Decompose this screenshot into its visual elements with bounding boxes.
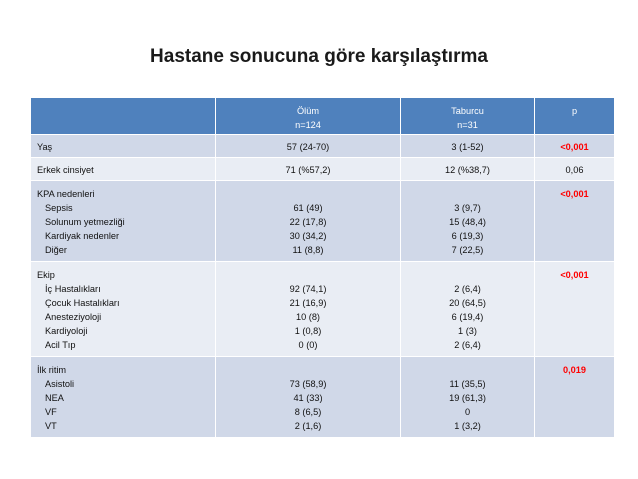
table-row-ekip [31,262,615,357]
p-value: 0,06 [565,165,584,175]
header-taburcu-title: Taburcu [451,106,484,116]
sub-label: VF [45,407,57,417]
header-taburcu-n: n=31 [457,120,478,130]
sub-label: Acil Tıp [45,340,76,350]
row-label: Yaş [37,142,53,152]
p-value: <0,001 [560,189,589,199]
sub-label: İç Hastalıkları [45,284,101,294]
header-taburcu [401,98,535,135]
header-olum-title: Ölüm [297,106,319,116]
olum-value: 57 (24-70) [286,142,330,152]
taburcu-value: 15 (48,4) [449,217,486,227]
taburcu-value: 6 (19,4) [451,312,484,322]
p-value: <0,001 [560,270,589,280]
header-p: p [535,98,615,135]
olum-value: 73 (58,9) [289,379,327,389]
olum-value: 1 (0,8) [294,326,322,336]
group-label: KPA nedenleri [37,189,95,199]
row-label: Erkek cinsiyet [37,165,94,175]
taburcu-value: 0 [464,407,471,417]
sub-label: Anesteziyoloji [45,312,102,322]
header-olum [216,98,401,135]
olum-value: 92 (74,1) [289,284,327,294]
olum-value: 30 (34,2) [289,231,327,241]
sub-label: NEA [45,393,64,403]
taburcu-value: 2 (6,4) [454,284,481,294]
slide-title: Hastane sonucuna göre karşılaştırma [150,46,488,67]
taburcu-value: 3 (1-52) [451,142,484,152]
sub-label: Diğer [45,245,67,255]
header-olum-n: n=124 [295,120,321,130]
taburcu-value: 1 (3) [458,326,477,336]
olum-value: 61 (49) [293,203,323,213]
sub-label: Kardiyak nedenler [45,231,120,241]
sub-label: Çocuk Hastalıkları [45,298,120,308]
taburcu-value: 19 (61,3) [449,393,486,403]
olum-value: 10 (8) [295,312,320,322]
group-label: Ekip [37,270,55,280]
olum-value: 8 (6,5) [294,407,322,417]
group-label: İlk ritim [37,365,67,375]
p-value: <0,001 [560,142,589,152]
olum-value: 21 (16,9) [289,298,327,308]
table-row-kpa-nedenleri [31,181,615,262]
olum-value: 0 (0) [298,340,318,350]
taburcu-value: 1 (3,2) [454,421,481,431]
sub-label: Kardiyoloji [45,326,88,336]
olum-value: 41 (33) [293,393,323,403]
sub-label: Sepsis [45,203,73,213]
taburcu-value: 7 (22,5) [451,245,484,255]
taburcu-value: 2 (6,4) [454,340,481,350]
taburcu-value: 20 (64,5) [449,298,486,308]
sub-label: Asistoli [45,379,75,389]
p-value: 0,019 [563,365,586,375]
header-label-col [31,98,216,135]
taburcu-value: 6 (19,3) [451,231,484,241]
sub-label: Solunum yetmezliği [45,217,125,227]
olum-value: 11 (8,8) [292,245,324,255]
olum-value: 71 (%57,2) [285,165,331,175]
table-row-erkek-cinsiyet [31,158,615,181]
olum-value: 22 (17,8) [289,217,327,227]
taburcu-value: 3 (9,7) [454,203,481,213]
taburcu-value: 12 (%38,7) [445,165,490,175]
table-row-yas [31,135,615,158]
table-header-row [31,98,615,135]
table-row-ilk-ritim [31,357,615,438]
taburcu-value: 11 (35,5) [449,379,486,389]
olum-value: 2 (1,6) [294,421,322,431]
sub-label: VT [45,421,57,431]
comparison-table [30,97,615,438]
